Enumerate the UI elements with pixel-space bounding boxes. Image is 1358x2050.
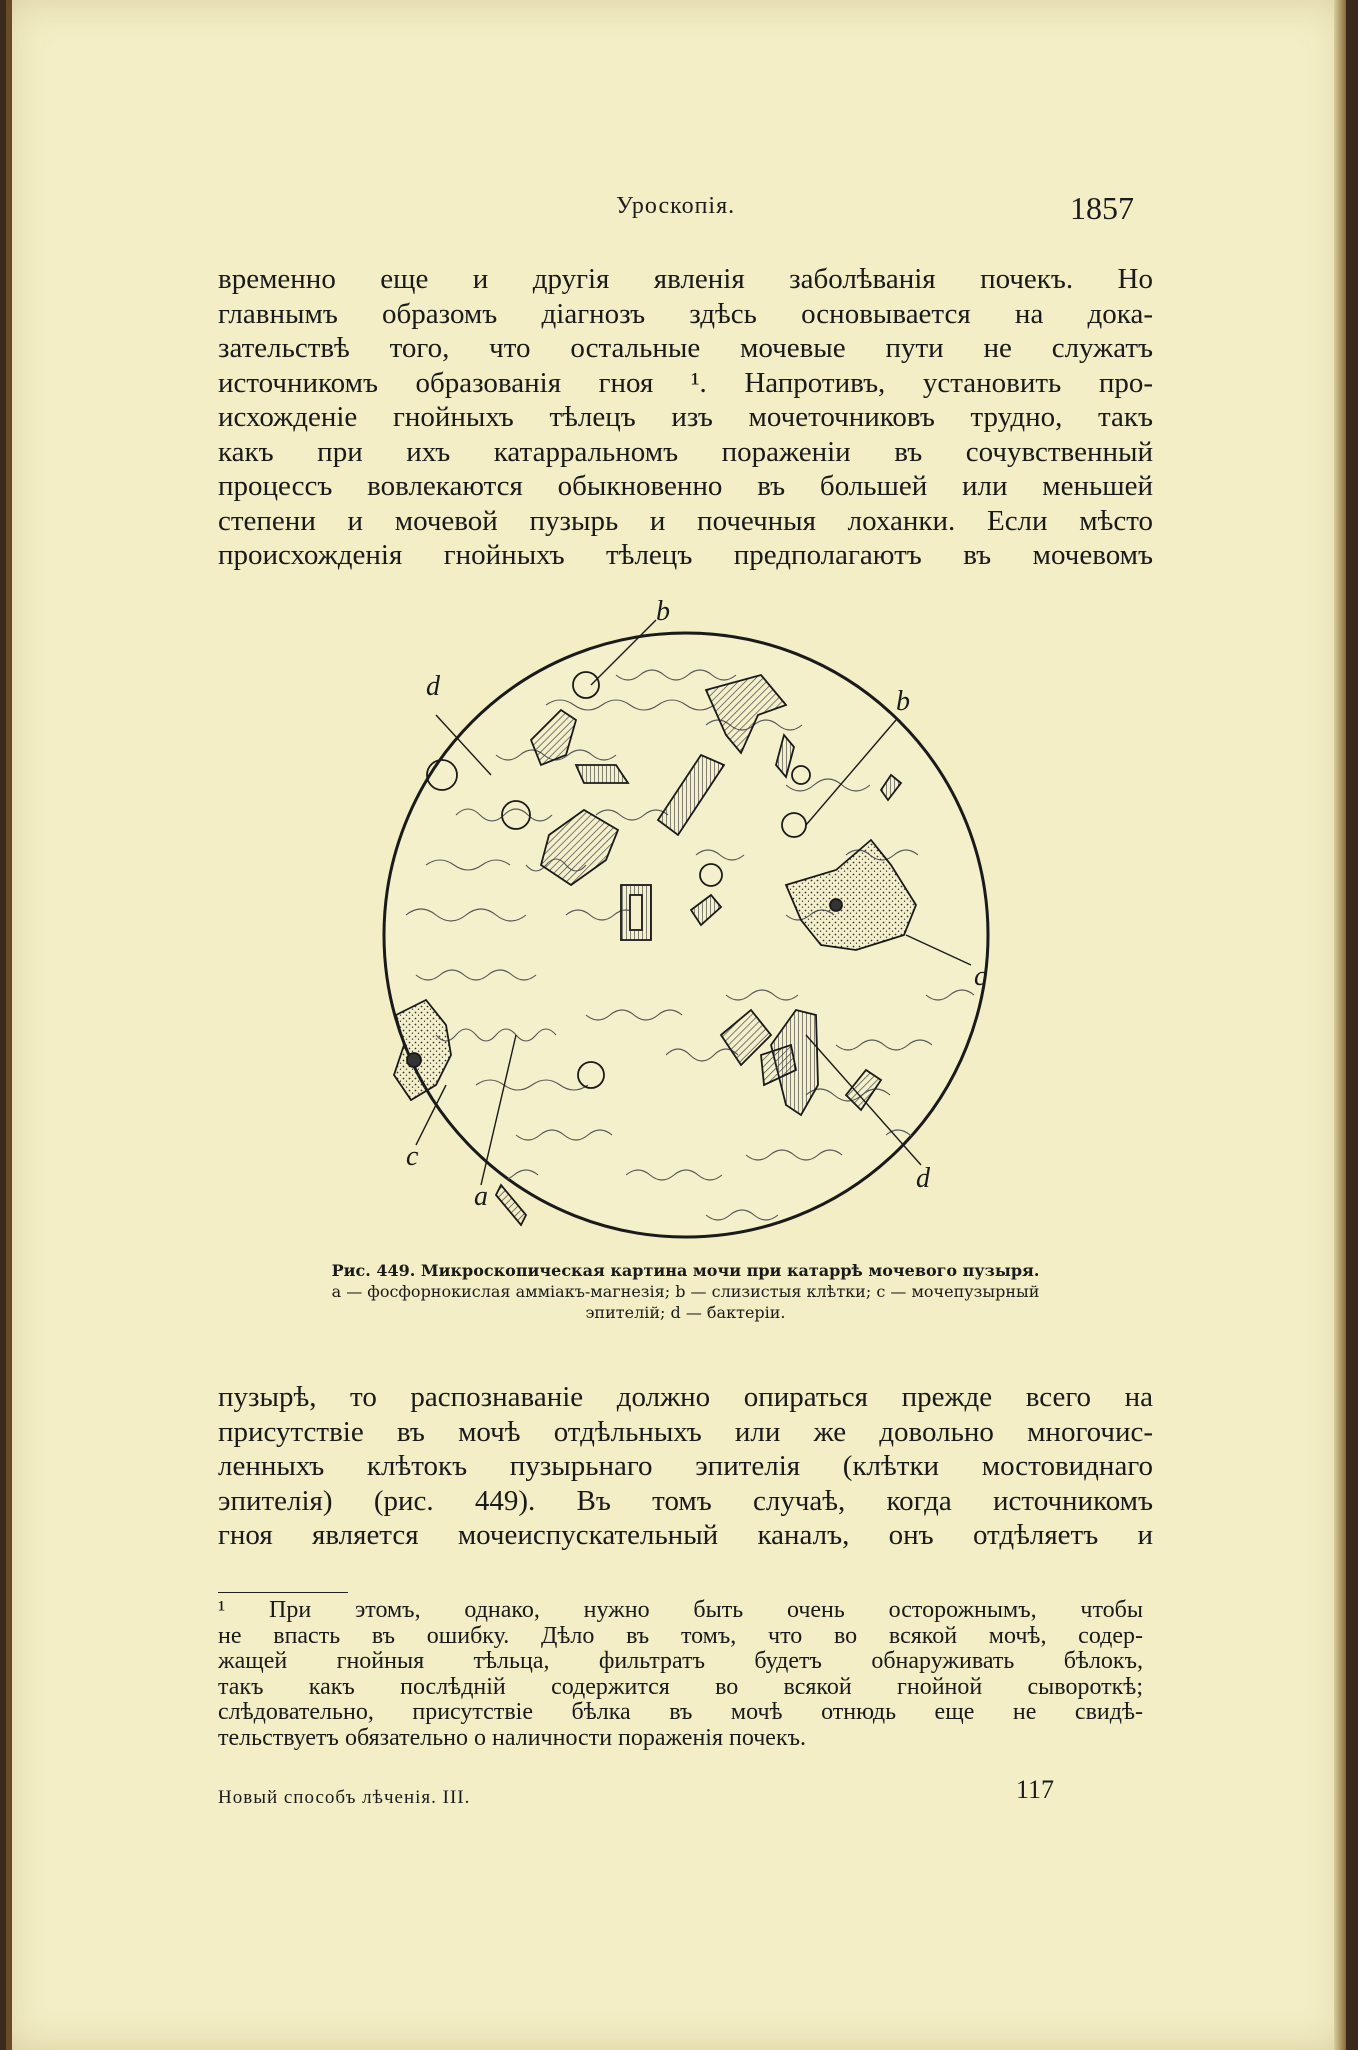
text-line: исхожденіе гнойныхъ тѣлецъ изъ мочеточниковъ трудно, такъ <box>218 401 1153 433</box>
text-line: зательствѣ того, что остальные мочевые пути не служатъ <box>218 332 1153 364</box>
text-line: происхожденія гнойныхъ тѣлецъ предполагаютъ въ мочевомъ <box>218 539 1153 571</box>
label-a: a <box>474 1181 488 1212</box>
label-b-top: b <box>656 596 670 627</box>
text-line: степени и мочевой пузырь и почечныя лоханки. Если мѣсто <box>218 504 1153 537</box>
text-line: главнымъ образомъ діагнозъ здѣсь основывается на дока- <box>218 297 1153 330</box>
printer-signature: Новый способъ лѣченія. III. <box>218 1787 471 1808</box>
footnote-line: такъ какъ послѣдній содержится во всякой гнойной сывороткѣ; <box>218 1673 1143 1700</box>
footnote-separator <box>218 1592 348 1593</box>
footnote-line: ¹ При этомъ, однако, нужно быть очень осторожнымъ, чтобы <box>218 1597 1143 1623</box>
page-binding-edge <box>6 0 12 2050</box>
label-c-right: c <box>974 961 987 992</box>
sheet-number: 117 <box>1016 1775 1055 1804</box>
text-line: какъ при ихъ катарральномъ пораженіи въ сочувственный <box>218 435 1153 468</box>
page-number: 1857 <box>1070 190 1134 226</box>
paragraph-bottom <box>218 1380 1153 1553</box>
text-line: присутствіе въ мочѣ отдѣльныхъ или же довольно многочис- <box>218 1415 1153 1448</box>
running-head: Уроскопія. <box>616 193 736 219</box>
page-outer-edge <box>1334 0 1346 2050</box>
label-d-left: d <box>426 671 440 702</box>
label-c-left: c <box>406 1141 419 1172</box>
footnote-line: жащей гнойныя тѣльца, фильтратъ будетъ обнаруживать бѣлокъ, <box>218 1648 1143 1674</box>
paragraph-top <box>218 262 1153 573</box>
text-line: ленныхъ клѣтокъ пузырьнаго эпителія (клѣтки мостовиднаго <box>218 1450 1153 1482</box>
microscope-illustration <box>366 596 1016 1255</box>
text-line: источникомъ образованія гноя ¹. Напротивъ, установить про- <box>218 366 1153 399</box>
caption-legend-line: эпителій; d — бактеріи. <box>585 1303 786 1322</box>
footnote-line: тельствуетъ обязательно о наличности пораженія почекъ. <box>218 1724 807 1751</box>
label-b-right: b <box>896 686 910 717</box>
caption-title: Рис. 449. Микроскопическая картина мочи при катаррѣ мочевого пузыря. <box>331 1261 1040 1280</box>
label-d-right: d <box>916 1163 930 1194</box>
text-line: пузырѣ, то распознаваніе должно опираться прежде всего на <box>218 1381 1153 1413</box>
caption-legend-line: a — фосфорнокислая амміакъ-магнезія; b — слизистыя клѣтки; c — мочепузырный <box>331 1282 1040 1301</box>
text-line: процессъ вовлекаются обыкновенно въ большей или меньшей <box>218 470 1153 502</box>
text-line: эпителія) (рис. 449). Въ томъ случаѣ, когда источникомъ <box>218 1484 1153 1517</box>
figure-caption <box>218 1260 1153 1323</box>
footnote-line: не впасть въ ошибку. Дѣло въ томъ, что во всякой мочѣ, содер- <box>218 1622 1143 1649</box>
text-line: временно еще и другія явленія заболѣванія почекъ. Но <box>218 263 1153 295</box>
footnote <box>218 1598 1143 1751</box>
book-page <box>6 0 1346 2050</box>
footnote-line: слѣдовательно, присутствіе бѣлка въ мочѣ отнюдь еще не свидѣ- <box>218 1699 1143 1725</box>
text-line: гноя является мочеиспускательный каналъ, онъ отдѣляетъ и <box>218 1519 1153 1551</box>
